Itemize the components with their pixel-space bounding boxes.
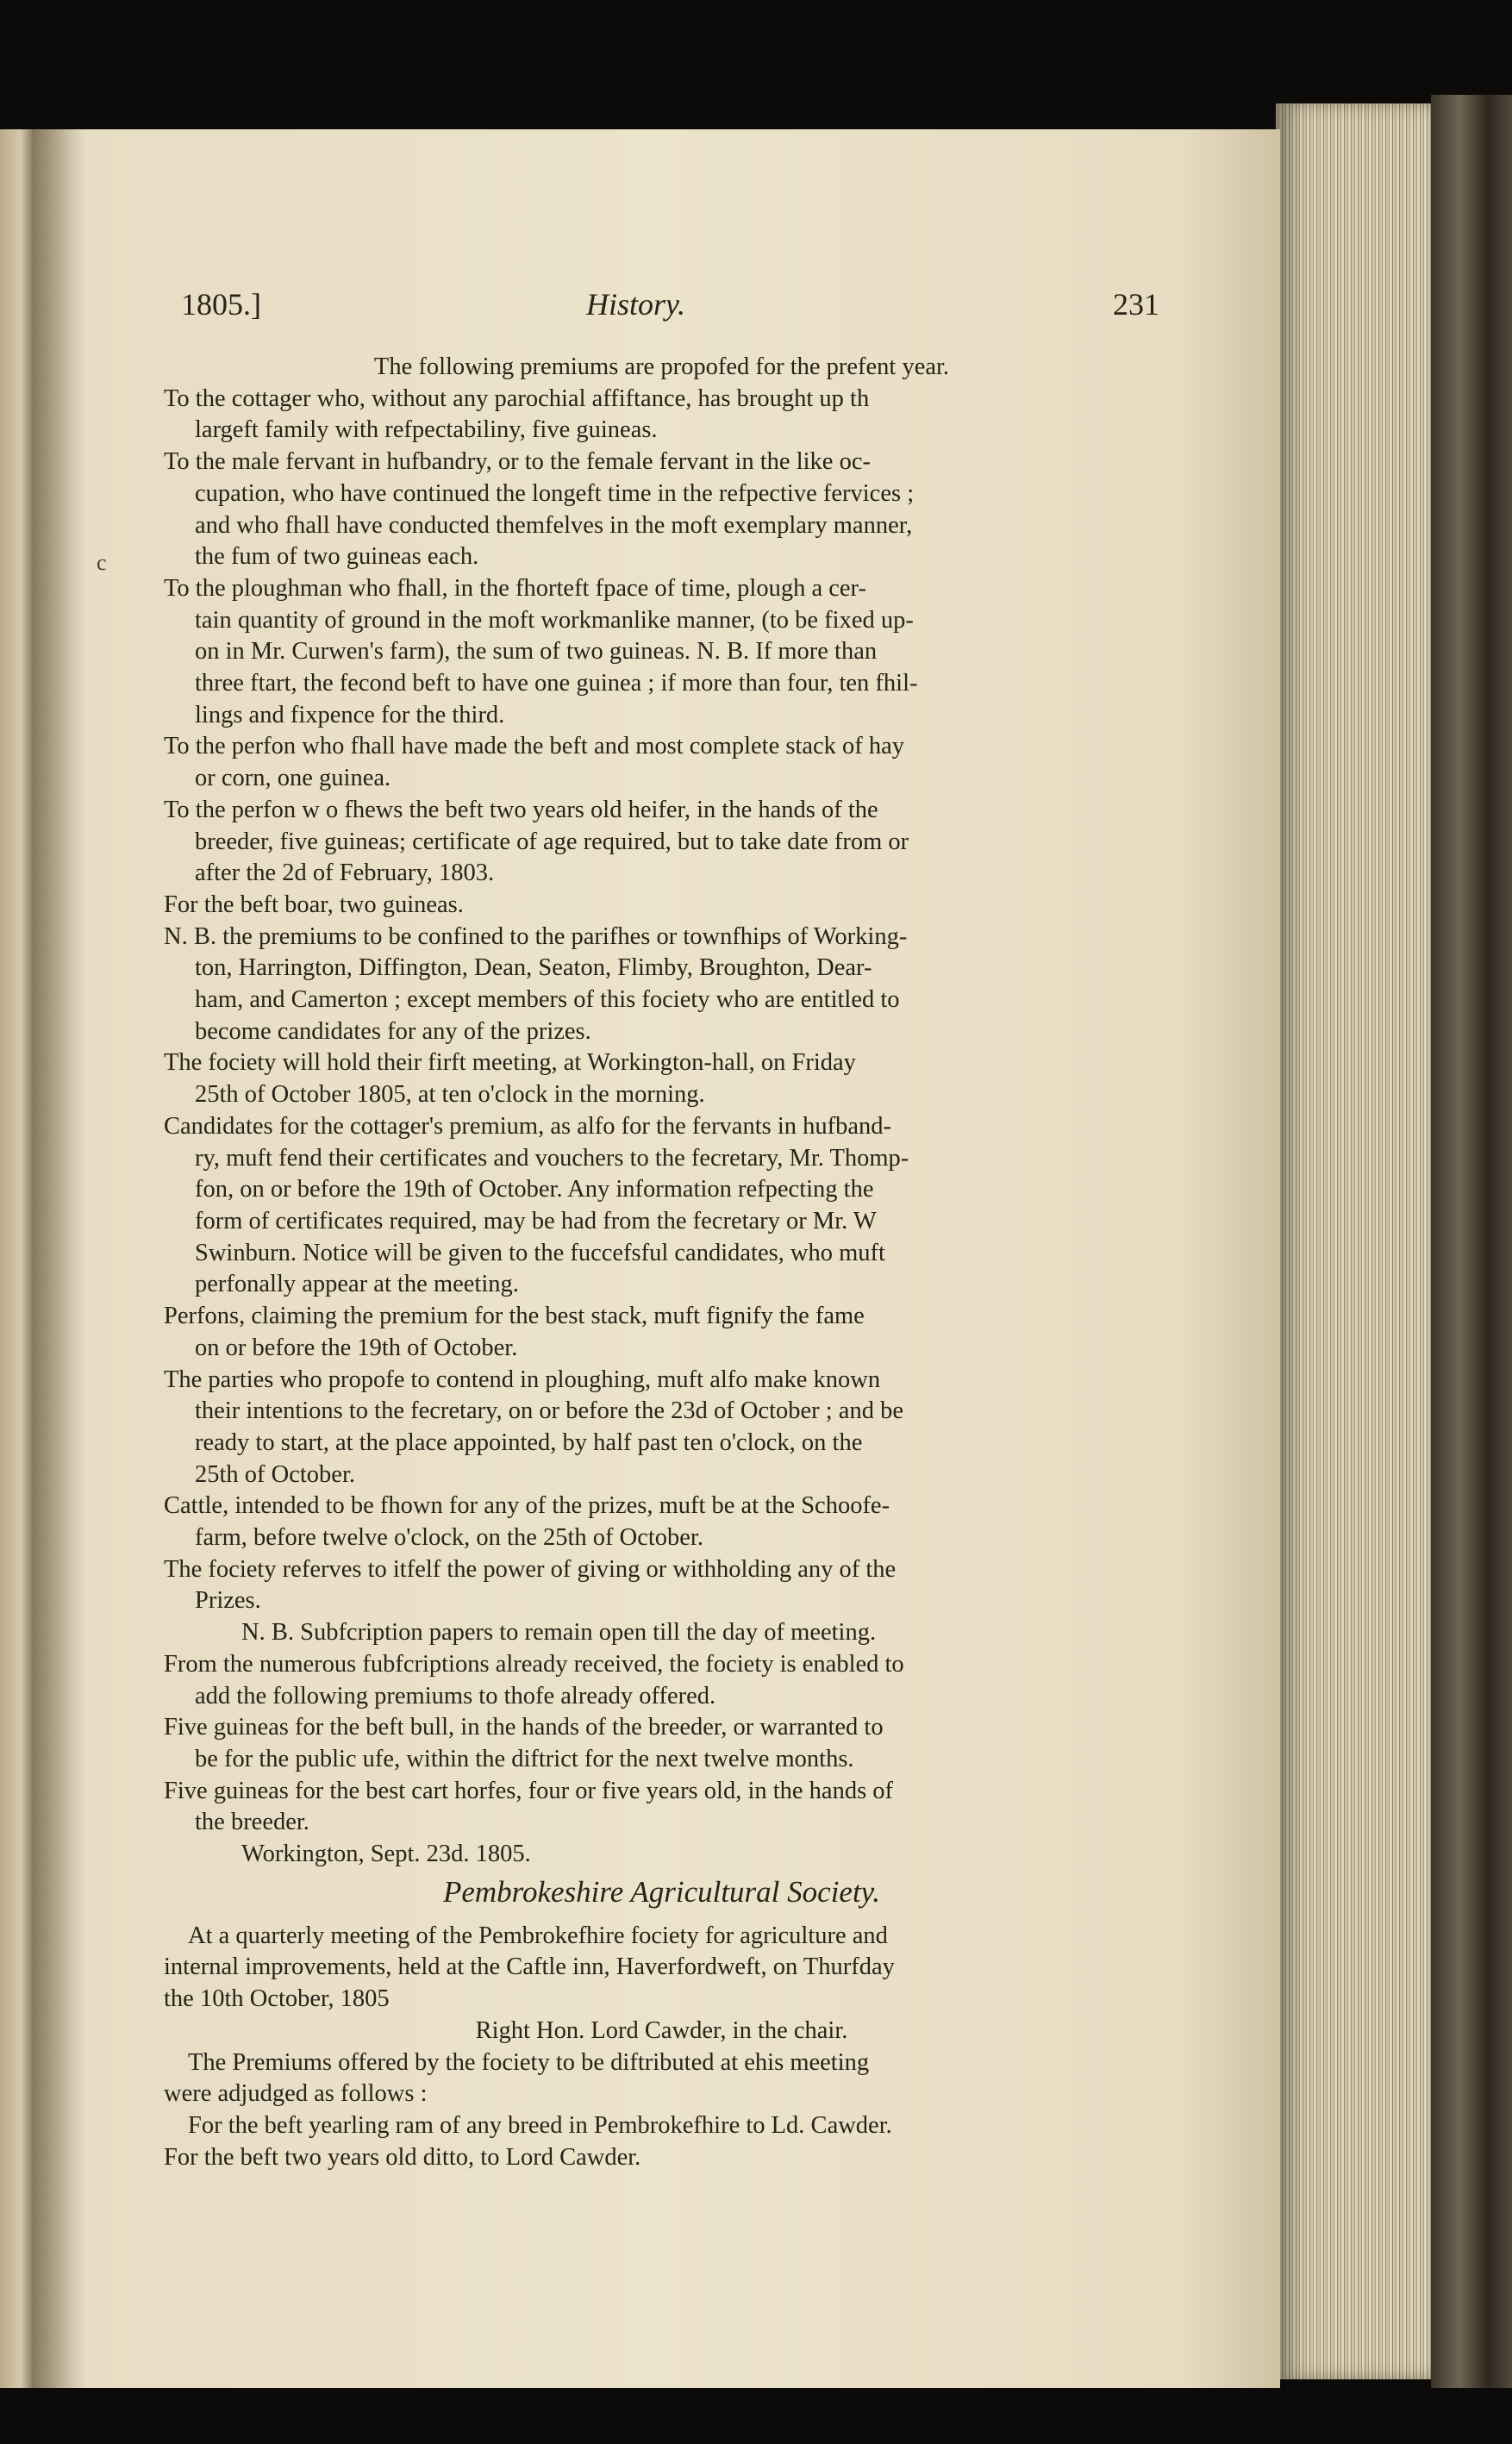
text-line: The Premiums offered by the fociety to be diftributed at ehis meeting xyxy=(188,2048,870,2076)
text-line: be for the public ufe, within the diftrict for the next twelve months. xyxy=(195,1745,854,1772)
text-line: perfonally appear at the meeting. xyxy=(195,1271,519,1298)
text-line: The fociety will hold their firft meeting, at Workington-hall, on Friday xyxy=(164,1049,856,1077)
text-line: From the numerous fubfcriptions already received, the fociety is enabled to xyxy=(164,1650,904,1678)
header-year: 1805.] xyxy=(181,287,261,322)
text-line: Candidates for the cottager's premium, as alfo for the fervants in hufband- xyxy=(164,1112,892,1140)
text-line: the fum of two guineas each. xyxy=(195,543,479,571)
book-page xyxy=(34,129,1280,2388)
text-line: the breeder. xyxy=(195,1809,309,1836)
text-line: 25th of October. xyxy=(195,1460,356,1488)
text-line: Swinburn. Notice will be given to the fuccefsful candidates, who muft xyxy=(195,1239,885,1266)
text-line: ton, Harrington, Diffington, Dean, Seaton, Flimby, Broughton, Dear- xyxy=(195,954,872,982)
text-line: To the perfon w o fhews the beft two years old heifer, in the hands of the xyxy=(164,796,878,823)
page-number: 231 xyxy=(1113,287,1159,322)
text-line: on in Mr. Curwen's farm), the sum of two guineas. N. B. If more than xyxy=(195,638,878,666)
section-title: Pembrokeshire Agricultural Society. xyxy=(442,1874,881,1909)
text-line: lings and fixpence for the third. xyxy=(195,701,505,728)
text-line: For the beft two years old ditto, to Lord Cawder. xyxy=(164,2143,641,2171)
text-line: The following premiums are propofed for the prefent year. xyxy=(373,353,950,380)
running-header xyxy=(181,284,1159,328)
text-line: Perfons, claiming the premium for the best stack, muft fignify the fame xyxy=(164,1303,865,1330)
text-line: after the 2d of February, 1803. xyxy=(195,859,495,887)
text-line: largeft family with refpectabiliny, five guineas. xyxy=(195,416,658,444)
text-line: Cattle, intended to be fhown for any of the prizes, muft be at the Schoofe- xyxy=(164,1492,890,1520)
text-line: To the ploughman who fhall, in the fhorteft fpace of time, plough a cer- xyxy=(164,574,866,602)
text-line: N. B. Subfcription papers to remain open till the day of meeting. xyxy=(241,1619,877,1647)
text-line: Workington, Sept. 23d. 1805. xyxy=(241,1841,531,1868)
gutter-shadow xyxy=(34,129,86,2388)
text-line: farm, before twelve o'clock, on the 25th of October. xyxy=(195,1524,703,1552)
text-line: the 10th October, 1805 xyxy=(164,1985,390,2013)
text-line: For the beft yearling ram of any breed in Pembrokefhire to Ld. Cawder. xyxy=(188,2111,892,2139)
page-edges xyxy=(1276,103,1457,2379)
text-line: Five guineas for the beft bull, in the hands of the breeder, or warranted to xyxy=(164,1714,884,1741)
text-line: ready to start, at the place appointed, by half past ten o'clock, on the xyxy=(195,1428,863,1456)
text-line: form of certificates required, may be had from the fecretary or Mr. W xyxy=(195,1207,877,1235)
margin-mark: c xyxy=(97,550,107,575)
text-line: Prizes. xyxy=(195,1587,261,1615)
facing-page-edge xyxy=(0,129,34,2388)
text-line: Right Hon. Lord Cawder, in the chair. xyxy=(475,2016,848,2044)
text-line: become candidates for any of the prizes. xyxy=(195,1017,591,1045)
text-line: ham, and Camerton ; except members of this fociety who are entitled to xyxy=(195,986,900,1014)
text-line: internal improvements, held at the Caftle inn, Haverfordweft, on Thurfday xyxy=(164,1953,895,1981)
text-line: were adjudged as follows : xyxy=(164,2080,428,2108)
marbled-cover-board xyxy=(1431,95,1512,2388)
text-line: on or before the 19th of October. xyxy=(195,1334,518,1361)
text-line: ry, muft fend their certificates and vouchers to the fecretary, Mr. Thomp- xyxy=(195,1144,909,1172)
text-line: 25th of October 1805, at ten o'clock in the morning. xyxy=(195,1081,705,1109)
text-line: breeder, five guineas; certificate of age required, but to take date from or xyxy=(195,828,909,855)
text-line: To the cottager who, without any parochial affiftance, has brought up th xyxy=(164,384,870,412)
text-line: and who fhall have conducted themfelves in the moft exemplary manner, xyxy=(195,511,913,539)
text-line: For the beft boar, two guineas. xyxy=(164,891,464,918)
text-line: To the perfon who fhall have made the beft and most complete stack of hay xyxy=(164,733,905,760)
text-line: At a quarterly meeting of the Pembrokefhire fociety for agriculture and xyxy=(188,1922,888,1949)
text-line: Five guineas for the best cart horfes, four or five years old, in the hands of xyxy=(164,1777,894,1804)
text-line: To the male fervant in hufbandry, or to the female fervant in the like oc- xyxy=(164,448,871,476)
text-line: three ftart, the fecond beft to have one guinea ; if more than four, ten fhil- xyxy=(195,670,918,697)
header-title: History. xyxy=(586,287,686,322)
text-line: or corn, one guinea. xyxy=(195,765,391,792)
text-line: The parties who propofe to contend in ploughing, muft alfo make known xyxy=(164,1366,881,1393)
text-line: their intentions to the fecretary, on or before the 23d of October ; and be xyxy=(195,1397,903,1425)
text-line: N. B. the premiums to be confined to the parifhes or townfhips of Working- xyxy=(164,922,908,950)
text-line: The fociety referves to itfelf the power of giving or withholding any of the xyxy=(164,1555,897,1583)
text-line: fon, on or before the 19th of October. Any information refpecting the xyxy=(195,1176,874,1203)
body-text xyxy=(164,352,1159,2173)
text-line: tain quantity of ground in the moft workmanlike manner, (to be fixed up- xyxy=(195,606,914,634)
text-line: cupation, who have continued the longeft time in the refpective fervices ; xyxy=(195,479,915,507)
text-line: add the following premiums to thofe already offered. xyxy=(195,1682,716,1710)
